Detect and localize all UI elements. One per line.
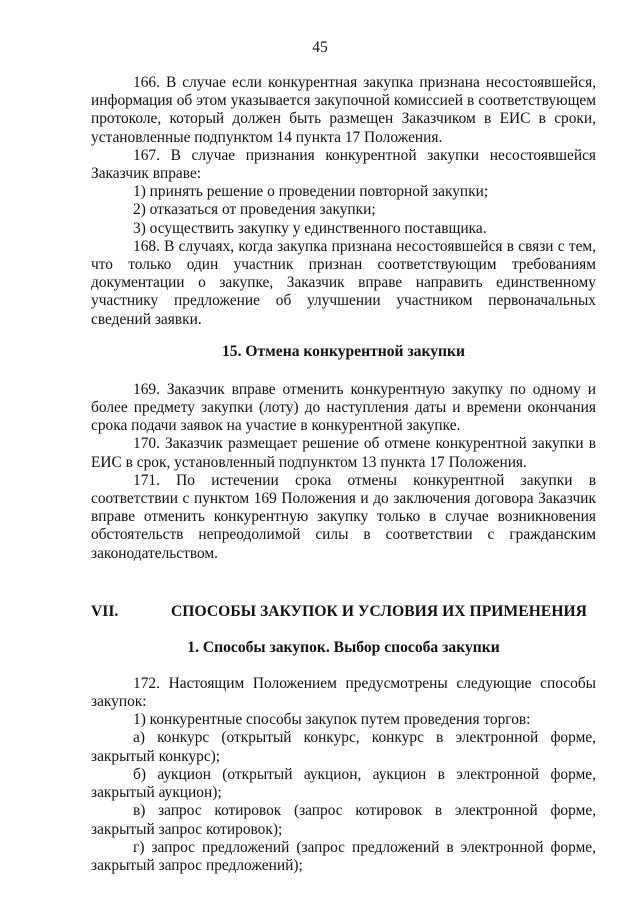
chapter-title: СПОСОБЫ ЗАКУПОК И УСЛОВИЯ ИХ ПРИМЕНЕНИЯ — [171, 602, 587, 620]
list-item-167-2: 2) отказаться от проведения закупки; — [133, 201, 376, 219]
paragraph-172: 172. Настоящим Положением предусмотрены следующие способы закупок: — [91, 674, 596, 711]
section-heading-15: 15. Отмена конкурентной закупки — [221, 342, 465, 360]
list-item-167-1: 1) принять решение о проведении повторной закупки; — [133, 183, 489, 201]
list-item-167-3: 3) осуществить закупку у единственного поставщика. — [133, 219, 487, 237]
paragraph-171: 171. По истечении срока отмены конкурентной закупки в соответствии с пунктом 169 Положения и до заключения договора Заказчик вправе отменить конкурентную закупку только в случае возникновения обстоятельств непреодолимой силы в соответствии с гражданским законодательством. — [91, 471, 596, 562]
paragraph-168: 168. В случаях, когда закупка признана несостоявшейся в связи с тем, что только один участник признан соответствующим требованиям документации о закупке, Заказчик вправе направить единственному участнику предложение об улучшении участником первоначальных сведений заявки. — [91, 237, 596, 328]
page-number: 45 — [312, 39, 328, 56]
paragraph-170: 170. Заказчик размещает решение об отмене конкурентной закупки в ЕИС в срок, установленный подпунктом 13 пункта 17 Положения. — [91, 435, 596, 471]
list-item-172-v: в) запрос котировок (запрос котировок в электронной форме, закрытый запрос котировок); — [91, 802, 596, 838]
document-body — [91, 74, 596, 875]
paragraph-167: 167. В случае признания конкурентной закупки несостоявшейся Заказчик вправе: — [91, 146, 596, 183]
paragraph-169: 169. Заказчик вправе отменить конкурентную закупку по одному и более предмету закупки (лоту) до наступления даты и времени окончания срока подачи заявок на участие в конкурентной закупке. — [91, 380, 596, 435]
chapter-heading-7 — [91, 603, 596, 621]
paragraph-166: 166. В случае если конкурентная закупка признана несостоявшейся, информация об этом указывается закупочной комиссией в соответствующем протоколе, который должен быть размещен Заказчиком в ЕИС в сроки, установленные подпунктом 14 пункта 17 Положения. — [91, 74, 596, 146]
chapter-number: VII. — [91, 602, 119, 620]
list-item-172-b: б) аукцион (открытый аукцион, аукцион в электронной форме, закрытый аукцион); — [91, 765, 596, 802]
list-item-172-a: а) конкурс (открытый конкурс, конкурс в электронной форме, закрытый конкурс); — [91, 729, 596, 765]
list-item-172-g: г) запрос предложений (запрос предложений в электронной форме, закрытый запрос предложений); — [91, 838, 596, 874]
list-item-172-1: 1) конкурентные способы закупок путем проведения торгов: — [133, 711, 531, 729]
subsection-heading-1: 1. Способы закупок. Выбор способа закупки — [187, 638, 500, 656]
